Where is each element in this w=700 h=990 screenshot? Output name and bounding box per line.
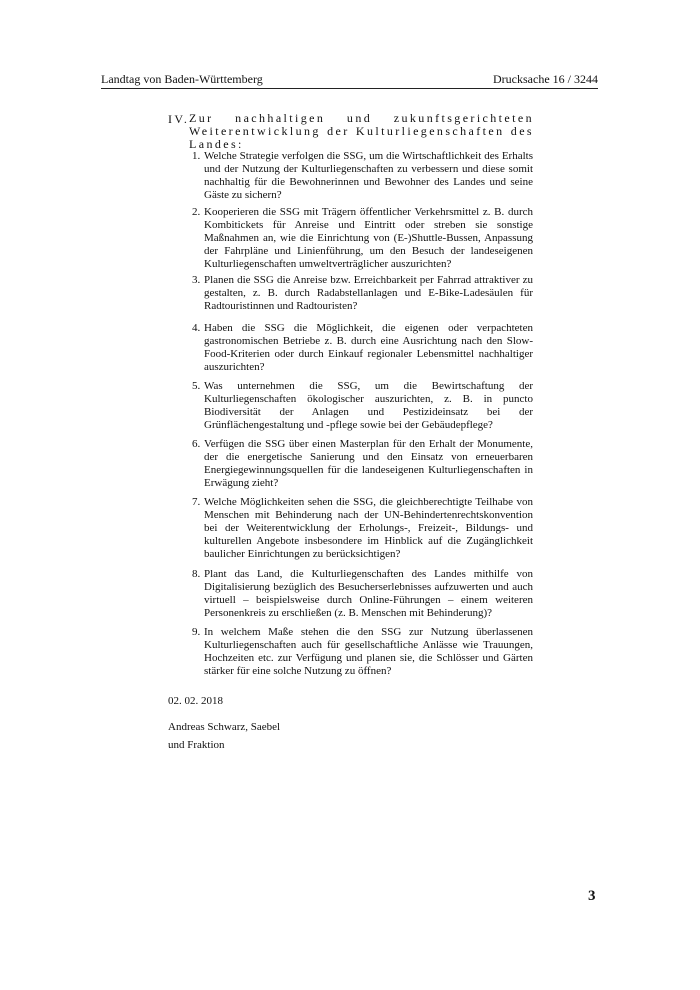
header-rule bbox=[101, 88, 598, 89]
item-number: 7. bbox=[192, 496, 201, 508]
list-item bbox=[192, 322, 533, 374]
page-header bbox=[101, 72, 598, 86]
item-number: 6. bbox=[192, 438, 201, 450]
list-item bbox=[192, 206, 533, 271]
item-text: Verfügen die SSG über einen Masterplan für den Erhalt der Monumente, der die energetische Sanierung und den Einsatz von erneuerbaren Energiegewinnungsquellen für die landeseigenen Kulturliegenschaften in Erwägung zieht? bbox=[204, 438, 533, 489]
signature-group: und Fraktion bbox=[168, 739, 225, 751]
item-text: Planen die SSG die Anreise bzw. Erreichbarkeit per Fahrrad attraktiver zu gestalten, z. B. durch Radabstellanlagen und E-Bike-Ladesäulen für Radtouristinnen und Radtouristen? bbox=[204, 274, 533, 312]
page-number: 3 bbox=[588, 888, 596, 904]
item-number: 1. bbox=[192, 150, 201, 162]
section-title: Zur nachhaltigen und zukunftsgerichteten Weiterentwicklung der Kulturliegenschaften des Landes: bbox=[189, 111, 534, 151]
item-number: 4. bbox=[192, 322, 201, 334]
list-item bbox=[192, 626, 533, 678]
item-text: Welche Möglichkeiten sehen die SSG, die gleichberechtigte Teilhabe von Menschen mit Behinderung nach der UN-Behindertenrechtskonvention bei der Weiterentwicklung der Erholungs-, Freizeit-, Bildungs- und kulturellen Angebote insbesondere im Hinblick auf die Zugänglichkeit baulicher Einrichtungen zu berücksichtigen? bbox=[204, 496, 533, 560]
section-number: IV. bbox=[168, 112, 190, 126]
list-item bbox=[192, 496, 533, 561]
signature-names: Andreas Schwarz, Saebel bbox=[168, 721, 281, 733]
item-number: 9. bbox=[192, 626, 201, 638]
item-text: In welchem Maße stehen die den SSG zur Nutzung überlassenen Kulturliegenschaften auch für gesellschaftliche Anlässe wie Trauungen, Hochzeiten etc. zur Verfügung und planen sie, die Schlösser und Gärten stärker für eine solche Nutzung zu öffnen? bbox=[204, 626, 533, 677]
list-item bbox=[192, 274, 533, 313]
header-document-number: Drucksache 16 / 3244 bbox=[493, 72, 598, 86]
document-date: 02. 02. 2018 bbox=[168, 695, 223, 707]
item-text: Kooperieren die SSG mit Trägern öffentlicher Verkehrsmittel z. B. durch Kombitickets für Anreise und Eintritt oder streben sie sonstige Maßnahmen an, wie die Einrichtung von (E-)Shuttle-Bussen, Anpassung der Fahrpläne und Linienführung, um den Besuch der landeseigenen Kulturliegenschaften umweltverträglicher auszurichten? bbox=[204, 206, 533, 270]
item-text: Plant das Land, die Kulturliegenschaften des Landes mithilfe von Digitalisierung bezüglich des Besucherserlebnisses aufzuwerten und auch virtuell – beispielsweise durch Online-Führungen – einem weiteren Personenkreis zu erschließen (z. B. Menschen mit Behinderung)? bbox=[204, 568, 533, 619]
item-text: Welche Strategie verfolgen die SSG, um die Wirtschaftlichkeit des Erhalts und der Nutzung der Kulturliegenschaften zu verbessern und diese somit nachhaltig für die Bewohnerinnen und Bewohner des Landes und seine Gäste zu sichern? bbox=[204, 150, 533, 201]
item-text: Was unternehmen die SSG, um die Bewirtschaftung der Kulturliegenschaften ökologischer auszurichten, z. B. in puncto Biodiversität der Anlagen und Pestizideinsatz bei der Grünflächengestaltung und -pflege sowie bei der Gebäudepflege? bbox=[204, 380, 533, 431]
header-parliament: Landtag von Baden-Württemberg bbox=[101, 72, 263, 86]
item-number: 8. bbox=[192, 568, 201, 580]
item-number: 2. bbox=[192, 206, 201, 218]
item-number: 3. bbox=[192, 274, 201, 286]
list-item bbox=[192, 380, 533, 432]
item-number: 5. bbox=[192, 380, 201, 392]
list-item bbox=[192, 438, 533, 490]
list-item bbox=[192, 568, 533, 620]
list-item bbox=[192, 150, 533, 202]
item-text: Haben die SSG die Möglichkeit, die eigenen oder verpachteten gastronomischen Betriebe z. B. durch eine Ausrichtung nach den Slow-Food-Kriterien oder durch Einkauf regionaler Lebensmittel nachhaltiger auszurichten? bbox=[204, 322, 533, 373]
